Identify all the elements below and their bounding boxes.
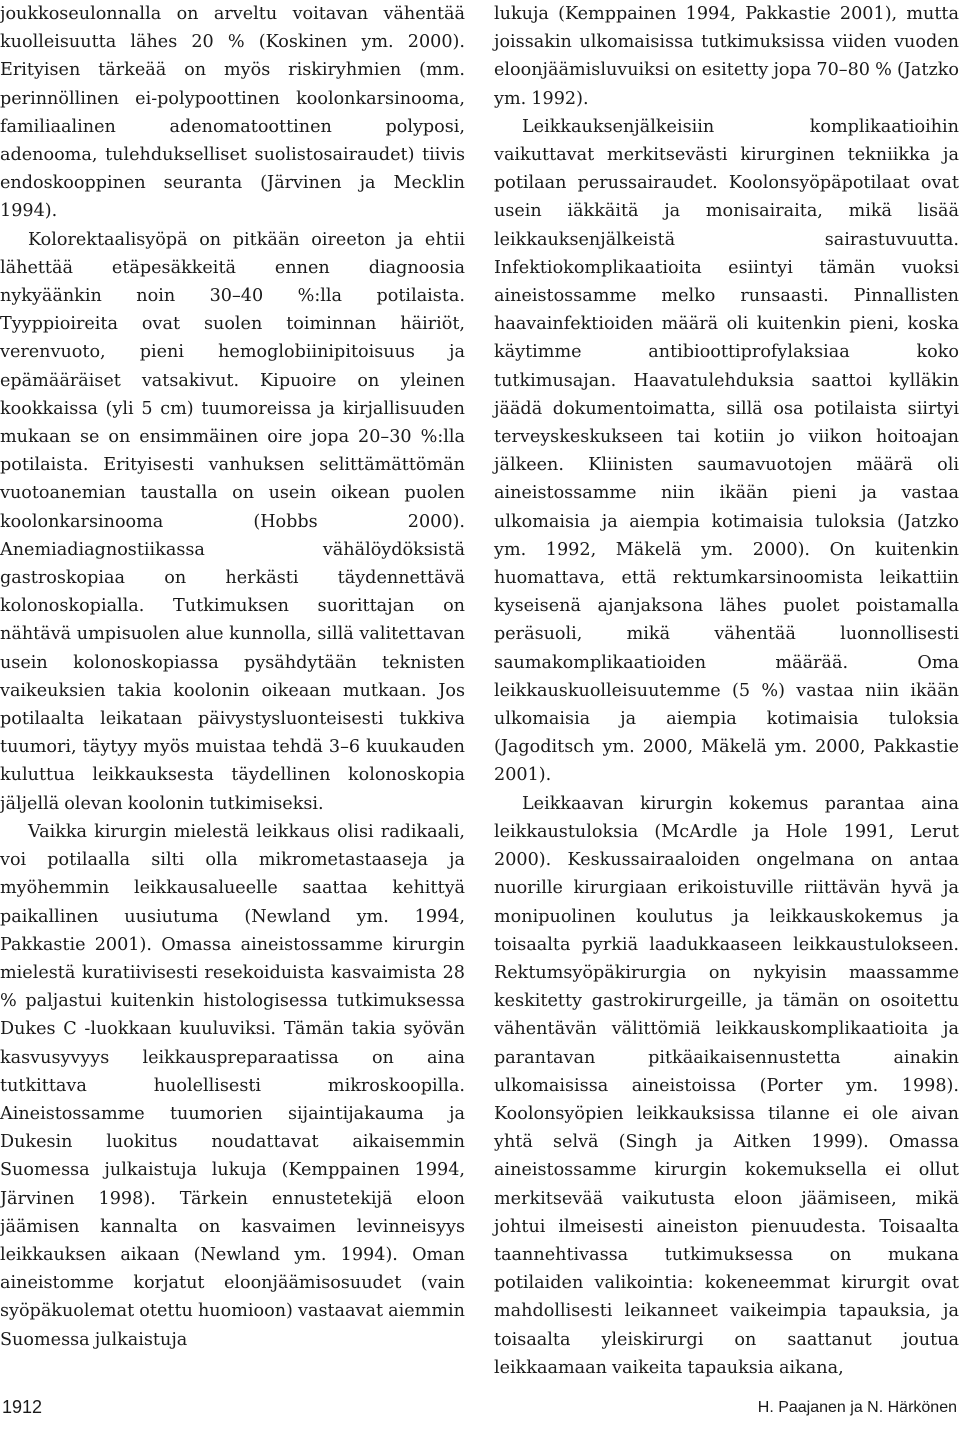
right-paragraph-3: Leikkaavan kirurgin kokemus parantaa aina leikkaustuloksia (McArdle ja Hole 1991, Lerut 2000). Keskussairaaloiden ongelmana on antaa nuorille kirurgiaan erikoistuville riittävän hyvä ja monipuolinen koulutus ja leikkauskokemus ja toisaalta pyrkiä laadukkaaseen leikkaustulokseen. Rektumsyöpäkirurgia on nykyisin maassamme keskitetty gastrokirurgeille, ja tämän on osoitettu vähentävän välittömiä leikkauskomplikaatioita ja parantavan pitkäaikaisennustetta ainakin ulkomaisissa aineistoissa (Porter ym. 1998). Koolonsyöpien leikkauksissa tilanne ei ole aivan yhtä selvä (Singh ja Aitken 1999). Omassa aineistossamme kirurgin kokemuksella ei ollut merkitsevää vaikutusta eloon jäämiseen, mikä johtui ilmeisesti aineiston pienuudesta. Toisaalta taannehtivassa tutkimuksessa on mukana potilaiden valikointia: kokeneemmat kirurgit ovat mahdollisesti leikanneet vaikeimpia tapauksia, ja toisaalta yleiskirurgi on saattanut joutua leikkaamaan vaikeita tapauksia aikana, [494, 793, 959, 1378]
left-column [0, 0, 465, 1354]
right-column [494, 0, 959, 1382]
page-footer [0, 1397, 960, 1427]
left-paragraph-2: Kolorektaalisyöpä on pitkään oireeton ja ehtii lähettää etäpesäkkeitä ennen diagnoosia nykyäänkin noin 30–40 %:lla potilaista. Tyyppioireita ovat suolen toiminnan häiriöt, verenvuoto, pieni hemoglobiinipitoisuus ja epämääräiset vatsakivut. Kipuoire on yleinen kookkaissa (yli 5 cm) tuumoreissa ja kirjallisuuden mukaan se on ensimmäinen oire jopa 20–30 %:lla potilaista. Erityisesti vanhuksen selittämättömän vuotoanemian taustalla on usein oikean puolen koolonkarsinooma (Hobbs 2000). Anemiadiagnostiikassa vähälöydöksistä gastroskopiaa on herkästi täydennettävä kolonoskopialla. Tutkimuksen suorittajan on nähtävä umpisuolen alue kunnolla, sillä valitettavan usein kolonoskopiassa pysähdytään teknisten vaikeuksien takia koolonin oikeaan mutkaan. Jos potilaalta leikataan päivystysluonteisesti tukkiva tuumori, täytyy myös muistaa tehdä 3–6 kuukauden kuluttua leikkauksesta täydellinen kolonoskopia jäljellä olevan koolonin tutkimiseksi. [0, 229, 465, 814]
running-footer-authors: H. Paajanen ja N. Härkönen [757, 1399, 957, 1416]
left-paragraph-1: joukkoseulonnalla on arveltu voitavan vähentää kuolleisuutta lähes 20 % (Koskinen ym. 2000). Erityisen tärkeää on myös riskiryhmien (mm. perinnöllinen ei-polypoottinen koolonkarsinooma, familiaalinen adenomatoottinen polyposi, adenooma, tulehdukselliset suolistosairaudet) tiivis endoskooppinen seuranta (Järvinen ja Mecklin 1994). [0, 4, 465, 222]
right-paragraph-1: lukuja (Kemppainen 1994, Pakkastie 2001), mutta joissakin ulkomaisissa tutkimuksissa viiden vuoden eloonjäämisluvuiksi on esitetty jopa 70–80 % (Jatzko ym. 1992). [494, 4, 959, 109]
left-paragraph-3: Vaikka kirurgin mielestä leikkaus olisi radikaali, voi potilaalla silti olla mikrometastaaseja ja myöhemmin leikkausalueelle saattaa kehittyä paikallinen uusiutuma (Newland ym. 1994, Pakkastie 2001). Omassa aineistossamme kirurgin mielestä kuratiivisesti resekoiduista kasvaimista 28 % paljastui kuitenkin histologisessa tutkimuksessa Dukes C -luokkaan kuuluviksi. Tämän takia syövän kasvusyvyys leikkauspreparaatissa on aina tutkittava huolellisesti mikroskoopilla. Aineistossamme tuumorien sijaintijakauma ja Dukesin luokitus noudattavat aikaisemmin Suomessa julkaistuja lukuja (Kemppainen 1994, Järvinen 1998). Tärkein ennustetekijä eloon jäämisen kannalta on kasvaimen levinneisyys leikkauksen aikaan (Newland ym. 1994). Oman aineistomme korjatut eloonjäämisosuudet (vain syöpäkuolemat otettu huomioon) vastaavat aiemmin Suomessa julkaistuja [0, 821, 465, 1350]
right-paragraph-2: Leikkauksenjälkeisiin komplikaatioihin vaikuttavat merkitsevästi kirurginen tekniikka ja potilaan perussairaudet. Koolonsyöpäpotilaat ovat usein iäkkäitä ja monisairaita, mikä lisää leikkauksenjälkeistä sairastuvuutta. Infektiokomplikaatioita esiintyi tämän vuoksi aineistossamme melko runsaasti. Pinnallisten haavainfektioiden määrä oli kuitenkin pieni, koska käytimme antibioottiprofylaksiaa koko tutkimusajan. Haavatulehduksia saattoi kylläkin jäädä dokumentoimatta, sillä osa potilaista siirtyi terveyskeskukseen tai kotiin jo viikon hoitoajan jälkeen. Kliinisten saumavuotojen määrä oli aineistossamme niin ikään pieni ja vastaa ulkomaisia ja aiempia kotimaisia tuloksia (Jatzko ym. 1992, Mäkelä ym. 2000). On kuitenkin huomattava, että rektumkarsinoomista leikattiin kyseisenä ajanjaksona lähes puolet poistamalla peräsuoli, mikä vähentää luonnollisesti saumakomplikaatioiden määrää. Oma leikkauskuolleisuutemme (5 %) vastaa niin ikään ulkomaisia ja aiempia kotimaisia tuloksia (Jagoditsch ym. 2000, Mäkelä ym. 2000, Pakkastie 2001). [494, 116, 959, 786]
page-number: 1912 [2, 1397, 43, 1417]
